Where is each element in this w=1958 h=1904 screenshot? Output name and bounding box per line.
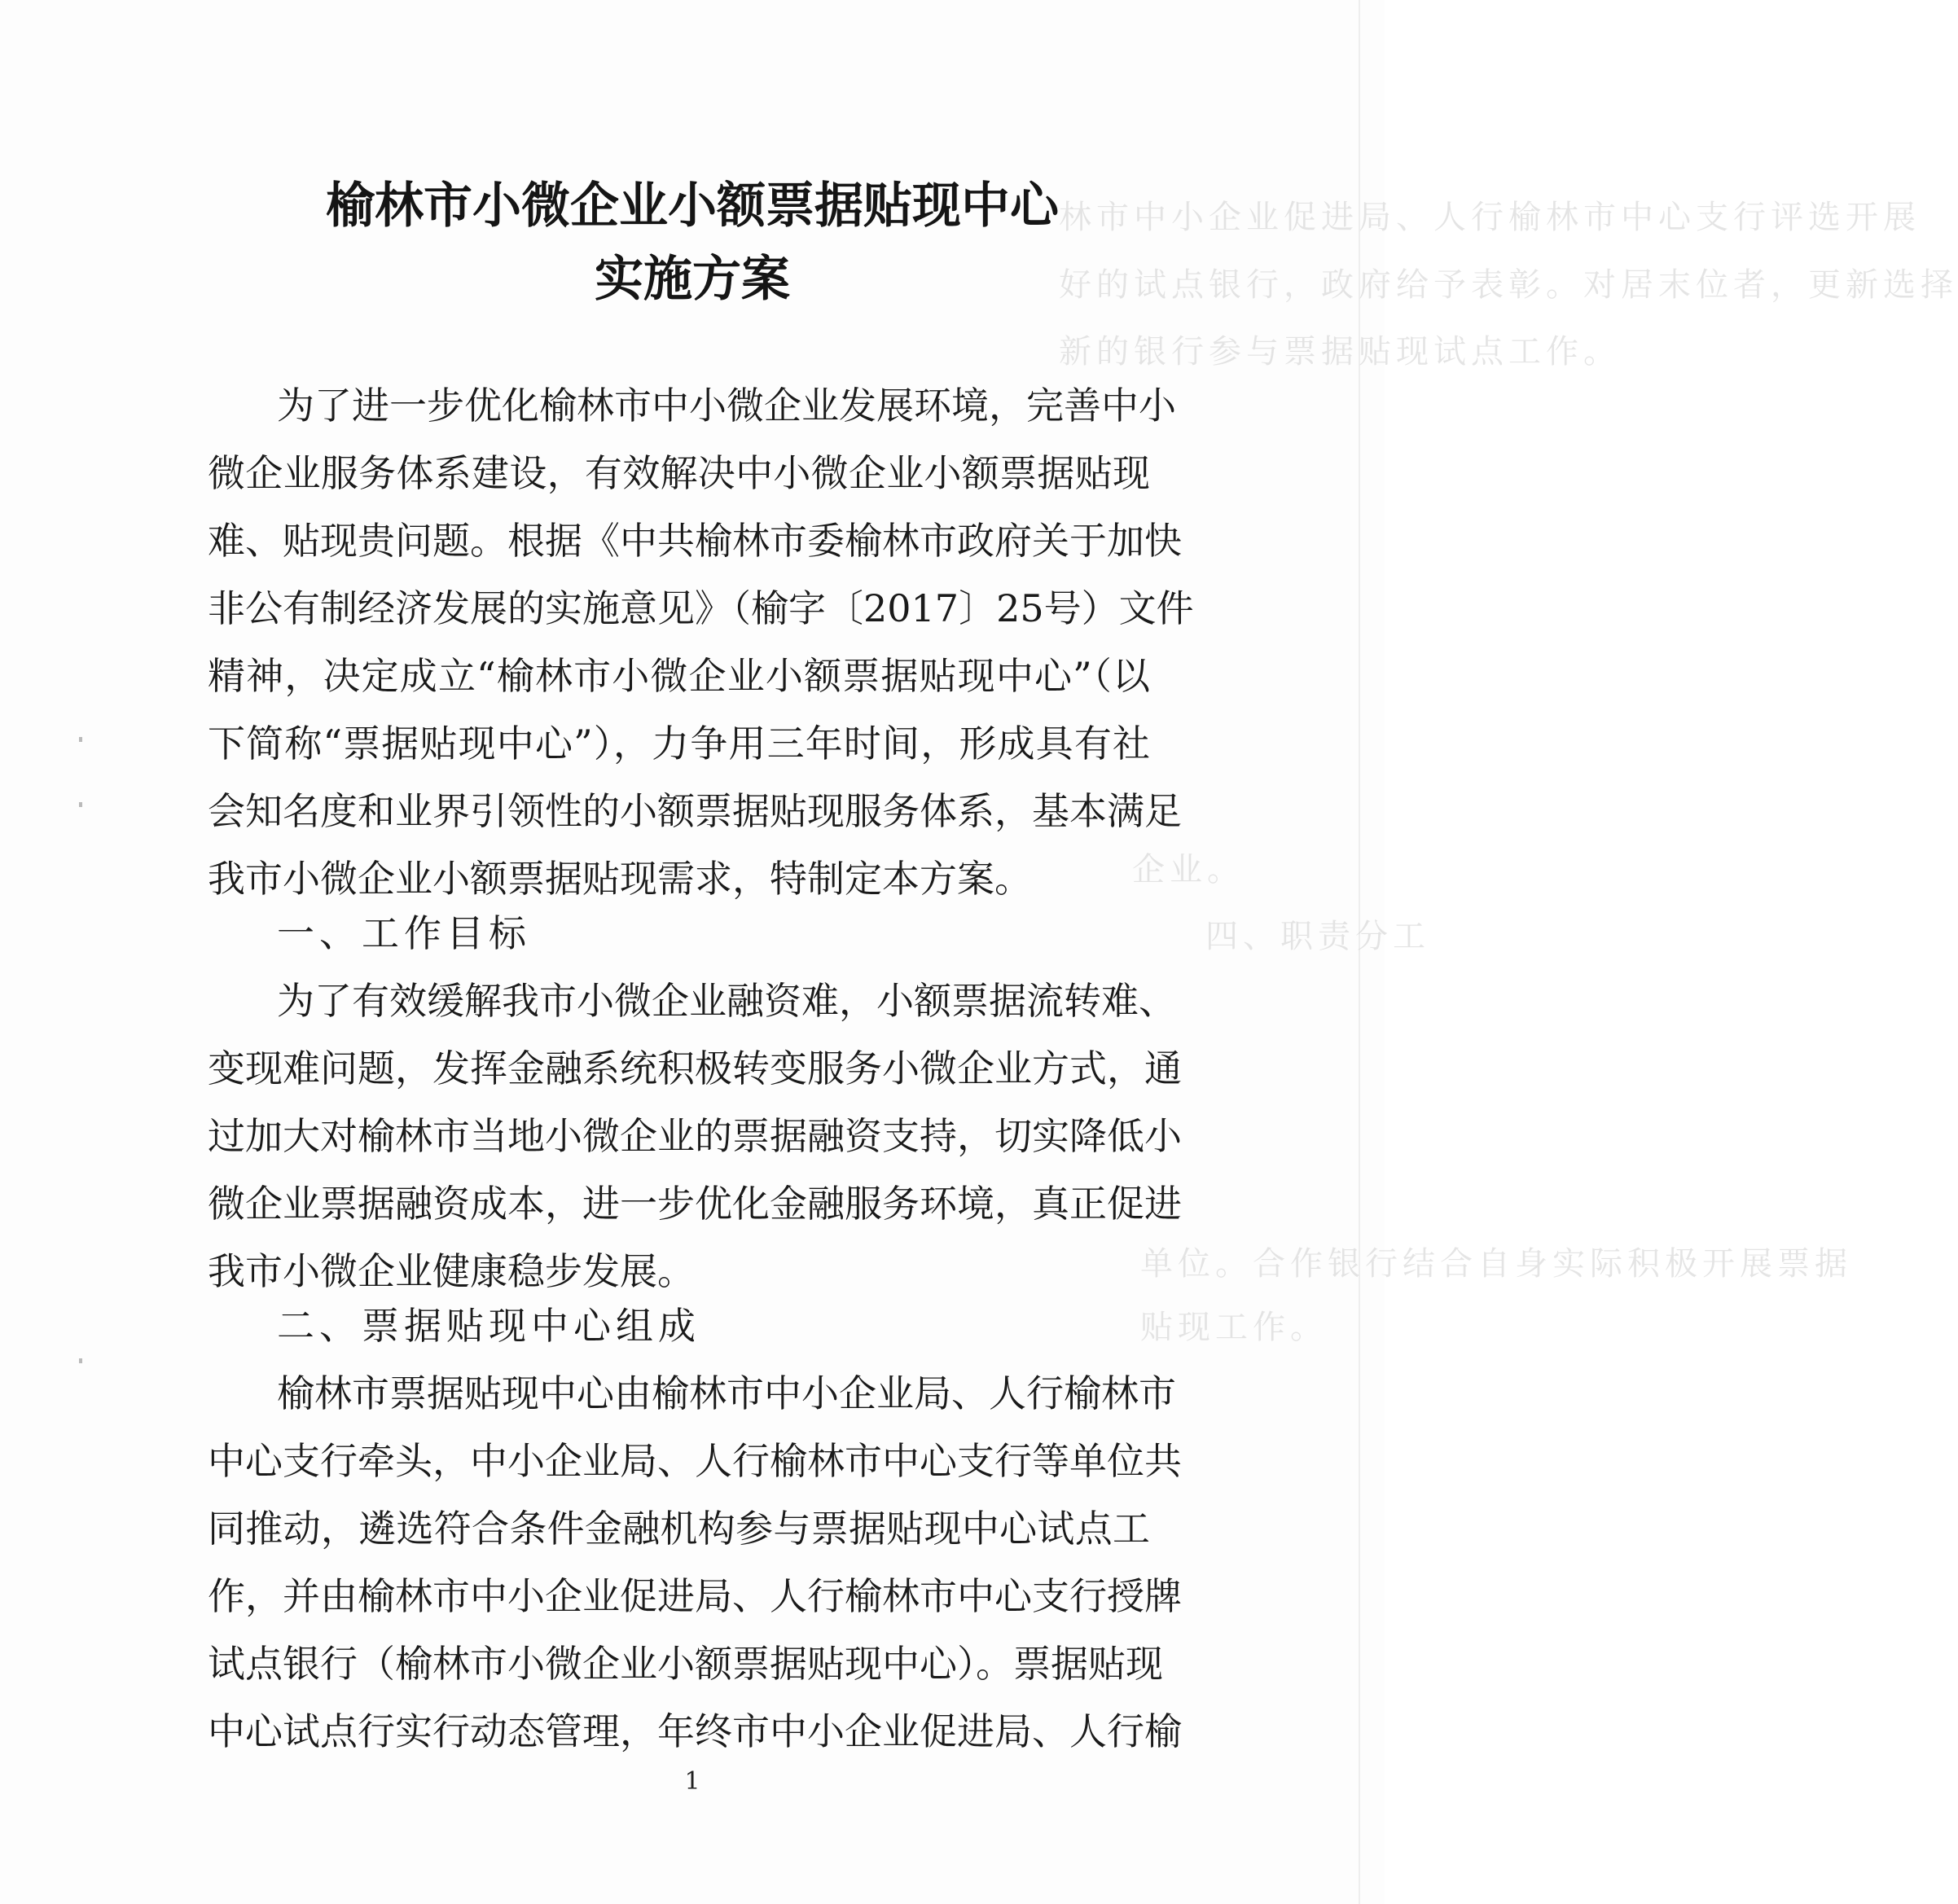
bleed-through-line: 林市中小企业促进局、人行榆林市中心支行评选开展	[1059, 199, 1921, 236]
scan-mark	[79, 1358, 82, 1363]
paragraph-line: 下简称“票据贴现中心”），力争用三年时间，形成具有社	[208, 722, 1150, 766]
paragraph-line: 精神，决定成立“榆林市小微企业小额票据贴现中心”（以	[208, 654, 1150, 698]
paragraph-line: 变现难问题，发挥金融系统积极转变服务小微企业方式，通	[208, 1046, 1182, 1090]
bleed-through-line: 新的银行参与票据贴现试点工作。	[1059, 333, 1621, 371]
bleed-through-line: 企业。	[1132, 851, 1245, 888]
page-number: 1	[684, 1767, 700, 1796]
paragraph-line: 同推动，遴选符合条件金融机构参与票据贴现中心试点工	[208, 1507, 1150, 1551]
section-heading: 二、票据贴现中心组成	[277, 1304, 700, 1348]
paragraph-line: 过加大对榆林市当地小微企业的票据融资支持，切实降低小	[208, 1114, 1182, 1158]
bleed-through-line: 好的试点银行，政府给予表彰。对居末位者，更新选择	[1059, 266, 1958, 304]
paragraph-line: 中心支行牵头，中小企业局、人行榆林市中心支行等单位共	[208, 1439, 1182, 1483]
paragraph-line: 微企业服务体系建设，有效解决中小微企业小额票据贴现	[208, 451, 1150, 495]
bleed-through-line: 贴现工作。	[1140, 1309, 1328, 1346]
bleed-through-line: 单位。合作银行结合自身实际积极开展票据	[1140, 1245, 1852, 1283]
paragraph-line: 我市小微企业小额票据贴现需求，特制定本方案。	[208, 857, 1032, 901]
paragraph-line: 会知名度和业界引领性的小额票据贴现服务体系，基本满足	[208, 789, 1182, 833]
section-heading: 一、工作目标	[277, 911, 531, 955]
paragraph-line: 非公有制经济发展的实施意见》（榆字〔2017〕25号）文件	[208, 586, 1194, 630]
paragraph-line: 榆林市票据贴现中心由榆林市中小企业局、人行榆林市	[277, 1371, 1176, 1415]
paragraph-line: 难、贴现贵问题。根据《中共榆林市委榆林市政府关于加快	[208, 519, 1182, 563]
scan-mark	[79, 802, 82, 807]
paragraph-line: 作，并由榆林市中小企业促进局、人行榆林市中心支行授牌	[208, 1574, 1182, 1618]
scan-mark	[79, 737, 82, 742]
paragraph-line: 我市小微企业健康稳步发展。	[208, 1249, 695, 1293]
paragraph-line: 微企业票据融资成本，进一步优化金融服务环境，真正促进	[208, 1182, 1182, 1226]
document-title-line-1: 榆林市小微企业小额票据贴现中心	[326, 178, 1059, 235]
bleed-through-line: 四、职责分工	[1205, 918, 1430, 955]
paragraph-line: 为了有效缓解我市小微企业融资难，小额票据流转难、	[277, 979, 1176, 1023]
paragraph-line: 为了进一步优化榆林市中小微企业发展环境，完善中小	[277, 384, 1176, 428]
paragraph-line: 试点银行（榆林市小微企业小额票据贴现中心）。票据贴现	[208, 1642, 1163, 1686]
paragraph-line: 中心试点行实行动态管理，年终市中小企业促进局、人行榆	[208, 1709, 1182, 1753]
document-title-line-2: 实施方案	[595, 251, 790, 308]
